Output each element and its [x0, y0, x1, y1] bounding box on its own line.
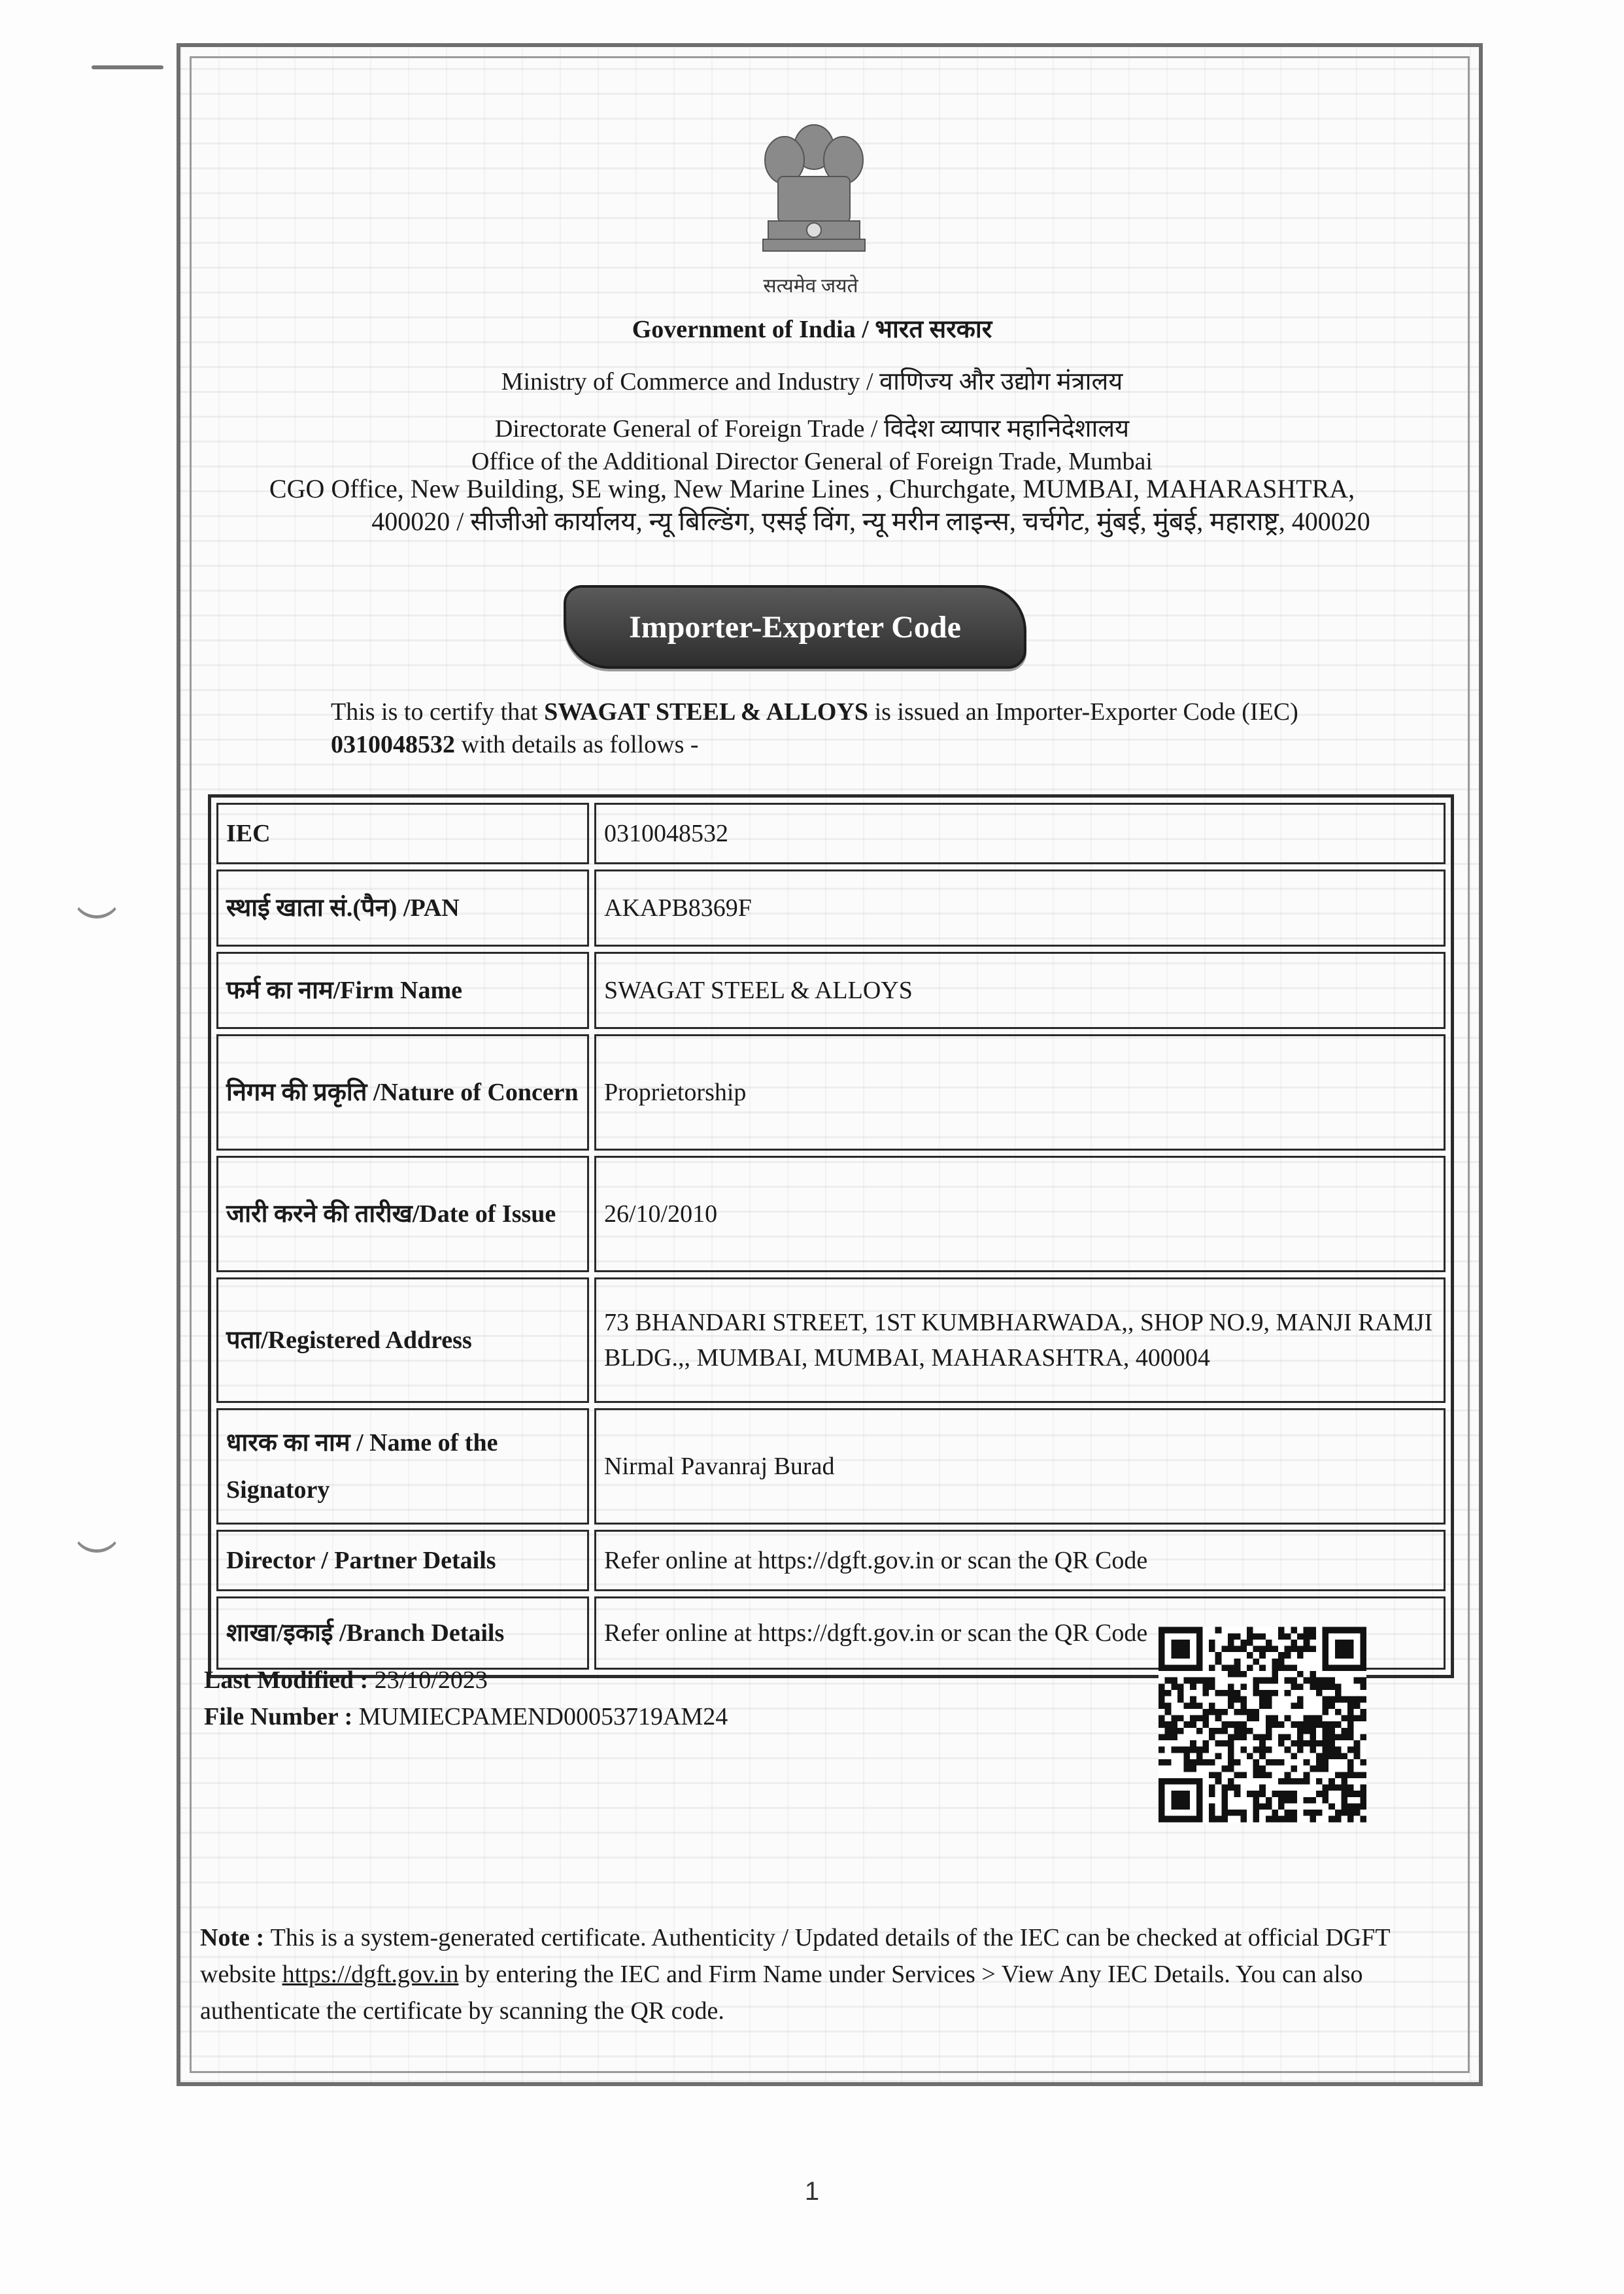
detail-label: धारक का नाम / Name of the Signatory — [216, 1408, 589, 1525]
detail-label: फर्म का नाम/Firm Name — [216, 952, 589, 1029]
detail-value: Refer online at https://dgft.gov.in or scan the QR Code — [594, 1596, 1446, 1670]
certify-statement — [331, 696, 1351, 761]
government-heading: Government of India / भारत सरकार — [632, 316, 992, 343]
note-paragraph — [200, 1919, 1429, 2029]
certify-firm-name: SWAGAT STEEL & ALLOYS — [544, 698, 869, 726]
office-address-line2: 400020 / सीजीओ कार्यालय, न्यू बिल्डिंग, एसई विंग, न्यू मरीन लाइन्स, चर्चगेट, मुंबई, मुंबई, महाराष्ट्र, 400020 — [371, 507, 1370, 536]
table-row — [216, 803, 1446, 864]
table-row — [216, 952, 1446, 1029]
office-address-line1: CGO Office, New Building, SE wing, New Marine Lines , Churchgate, MUMBAI, MAHARASHTRA, — [269, 474, 1355, 503]
last-modified — [204, 1666, 488, 1695]
note-label: Note : — [200, 1924, 271, 1951]
detail-value: Proprietorship — [594, 1034, 1446, 1151]
detail-label: निगम की प्रकृति /Nature of Concern — [216, 1034, 589, 1151]
detail-label: IEC — [216, 803, 589, 864]
file-number-value: MUMIECPAMEND00053719AM24 — [358, 1703, 728, 1730]
certify-text: This is to certify that — [331, 698, 545, 726]
certify-text: with details as follows - — [455, 731, 699, 758]
certificate-title: Importer-Exporter Code — [564, 585, 1026, 669]
emblem-motto: सत्यमेव जयते — [763, 275, 858, 297]
table-row — [216, 1277, 1446, 1403]
iec-details-table — [208, 794, 1454, 1678]
qr-code-icon[interactable] — [1159, 1627, 1366, 1823]
detail-value: Nirmal Pavanraj Burad — [594, 1408, 1446, 1525]
table-row — [216, 1408, 1446, 1525]
last-modified-value: 23/10/2023 — [374, 1666, 488, 1694]
detail-label: स्थाई खाता सं.(पैन) /PAN — [216, 869, 589, 947]
table-row — [216, 1530, 1446, 1591]
table-row — [216, 1034, 1446, 1151]
national-emblem-icon — [749, 111, 879, 275]
binder-mark — [92, 65, 163, 69]
detail-value: SWAGAT STEEL & ALLOYS — [594, 952, 1446, 1029]
detail-value: 26/10/2010 — [594, 1156, 1446, 1272]
certify-text: is issued an Importer-Exporter Code (IEC) — [868, 698, 1298, 726]
detail-label: Director / Partner Details — [216, 1530, 589, 1591]
punch-hole — [72, 1504, 122, 1553]
note-text: This is a system-generated certificate. Authenticity / Updated details of the IEC can be checked at official DGFT website — [200, 1924, 1390, 1988]
last-modified-label: Last Modified : — [204, 1666, 375, 1694]
detail-label: शाखा/इकाई /Branch Details — [216, 1596, 589, 1670]
table-row — [216, 1156, 1446, 1272]
ministry-heading: Ministry of Commerce and Industry / वाणिज्य और उद्योग मंत्रालय — [501, 368, 1123, 396]
detail-value: 0310048532 — [594, 803, 1446, 864]
detail-label: पता/Registered Address — [216, 1277, 589, 1403]
dgft-website-link[interactable]: https://dgft.gov.in — [282, 1961, 459, 1988]
page-number: 1 — [804, 2177, 820, 2206]
certify-iec: 0310048532 — [331, 731, 455, 758]
directorate-heading: Directorate General of Foreign Trade / विदेश व्यापार महानिदेशालय — [494, 415, 1130, 443]
file-number — [204, 1702, 728, 1731]
file-number-label: File Number : — [204, 1703, 359, 1730]
detail-value: 73 BHANDARI STREET, 1ST KUMBHARWADA,, SHOP NO.9, MANJI RAMJI BLDG.,, MUMBAI, MUMBAI, MAHARASHTRA, 400004 — [594, 1277, 1446, 1403]
table-row — [216, 869, 1446, 947]
office-heading: Office of the Additional Director General of Foreign Trade, Mumbai — [471, 448, 1153, 475]
detail-value: Refer online at https://dgft.gov.in or scan the QR Code — [594, 1530, 1446, 1591]
note-text: by entering the IEC and Firm Name under Services > View Any IEC Details. You can also authenticate the certificate by scanning the QR code. — [200, 1961, 1363, 2025]
detail-value: AKAPB8369F — [594, 869, 1446, 947]
punch-hole — [72, 869, 122, 919]
detail-label: जारी करने की तारीख/Date of Issue — [216, 1156, 589, 1272]
